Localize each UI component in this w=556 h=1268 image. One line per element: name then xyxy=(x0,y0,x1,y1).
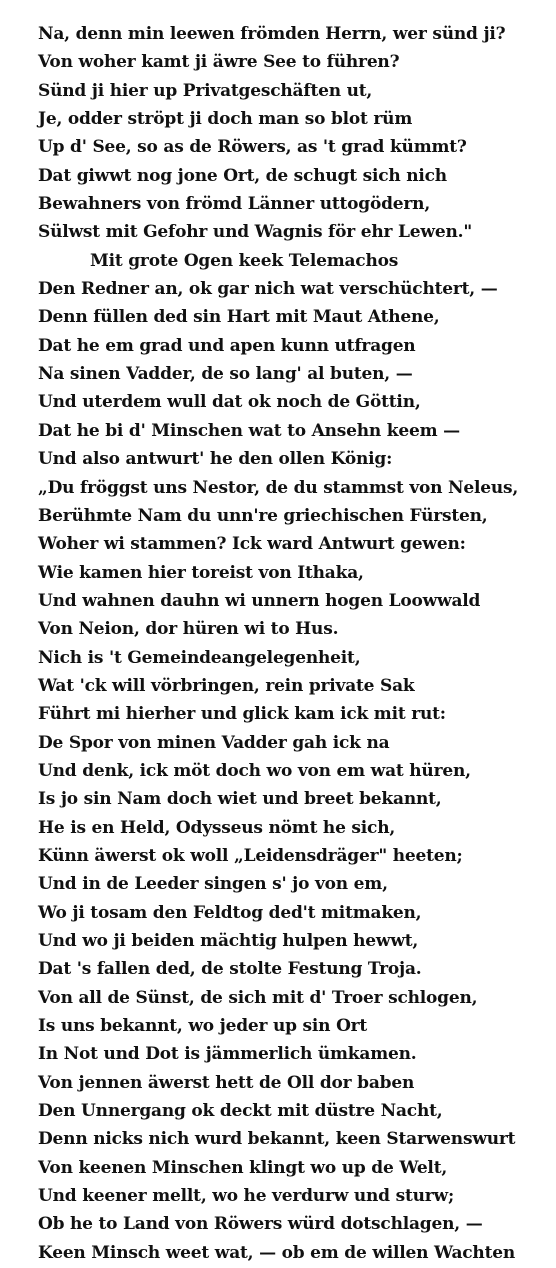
poem-line: Dat 's fallen ded, de stolte Festung Troja. xyxy=(38,959,422,980)
poem-line: Denn füllen ded sin Hart mit Maut Athene, xyxy=(38,307,440,328)
poem-line: Woher wi stammen? Ick ward Antwurt gewen: xyxy=(38,534,466,555)
poem-line: Dat giwwt nog jone Ort, de schugt sich nich xyxy=(38,165,447,186)
poem-line: Is uns bekannt, wo jeder up sin Ort xyxy=(38,1016,368,1037)
poem-line: He is en Held, Odysseus nömt he sich, xyxy=(38,817,396,838)
poem-line: Von jennen äwerst hett de Oll dor baben xyxy=(38,1072,415,1093)
poem-line: Von woher kamt ji äwre See to führen? xyxy=(38,52,400,73)
poem-line: Na, denn min leewen frömden Herrn, wer sünd ji? xyxy=(38,24,506,44)
poem-line: Von keenen Minschen klingt wo up de Welt, xyxy=(38,1157,448,1178)
poem-line: Dat he em grad und apen kunn utfragen xyxy=(38,335,416,356)
poem-line: De Spor von minen Vadder gah ick na xyxy=(38,732,390,753)
poem-line: Na sinen Vadder, de so lang' al buten, — xyxy=(38,364,413,385)
poem-line: Mit grote Ogen keek Telemachos xyxy=(90,250,399,271)
poem-line: Denn nicks nich wurd bekannt, keen Starwenswurt xyxy=(38,1129,516,1150)
poem-line: Und wahnen dauhn wi unnern hogen Loowwald xyxy=(38,590,481,611)
poem-line: Ob he to Land von Röwers würd dotschlagen, — xyxy=(38,1214,483,1235)
poem-line: Und uterdem wull dat ok noch de Göttin, xyxy=(38,392,421,413)
poem-line: Wo ji tosam den Feldtog ded't mitmaken, xyxy=(38,902,422,923)
poem-line: Nich is 't Gemeindeangelegenheit, xyxy=(38,647,361,668)
poem-line: Sünd ji hier up Privatgeschäften ut, xyxy=(38,80,373,101)
poem-line: Führt mi hierher und glick kam ick mit rut: xyxy=(38,704,446,725)
poem-line: Von all de Sünst, de sich mit d' Troer schlogen, xyxy=(38,987,478,1008)
poem-line: „Du fröggst uns Nestor, de du stammst von Neleus, xyxy=(38,477,519,498)
poem-line: Den Redner an, ok gar nich wat verschüchtert, — xyxy=(38,279,498,300)
poem-line: Keen Minsch weet wat, — ob em de willen Wachten xyxy=(38,1242,516,1263)
poem-line: Je, odder ströpt ji doch man so blot rüm xyxy=(38,109,413,130)
poem-line: Und wo ji beiden mächtig hulpen hewwt, xyxy=(38,931,419,951)
poem-line: Von Neion, dor hüren wi to Hus. xyxy=(38,619,339,640)
poem-line: Den Unnergang ok deckt mit düstre Nacht, xyxy=(38,1101,443,1122)
poem-text xyxy=(38,20,538,1267)
poem-line: Is jo sin Nam doch wiet und breet bekannt, xyxy=(38,789,442,810)
poem-line: Sülwst mit Gefohr und Wagnis för ehr Lewen." xyxy=(38,222,472,243)
poem-line: Berühmte Nam du unn're griechischen Fürsten, xyxy=(38,505,488,526)
poem-line: In Not und Dot is jämmerlich ümkamen. xyxy=(38,1044,417,1065)
poem-line: Up d' See, so as de Röwers, as 't grad kümmt? xyxy=(38,137,467,158)
poem-line: Und keener mellt, wo he verdurw und sturw; xyxy=(38,1186,455,1207)
poem-line: Dat he bi d' Minschen wat to Ansehn keem — xyxy=(38,420,460,441)
poem-line: Bewahners von frömd Länner uttogödern, xyxy=(38,194,431,215)
poem-line: Wat 'ck will vörbringen, rein private Sak xyxy=(38,675,415,696)
poem-line: Künn äwerst ok woll „Leidensdräger" heeten; xyxy=(38,845,463,866)
poem-line: Und in de Leeder singen s' jo von em, xyxy=(38,874,388,895)
poem-line: Und denk, ick möt doch wo von em wat hüren, xyxy=(38,760,471,781)
poem-line: Und also antwurt' he den ollen König: xyxy=(38,449,393,470)
poem-line: Wie kamen hier toreist von Ithaka, xyxy=(38,562,364,583)
